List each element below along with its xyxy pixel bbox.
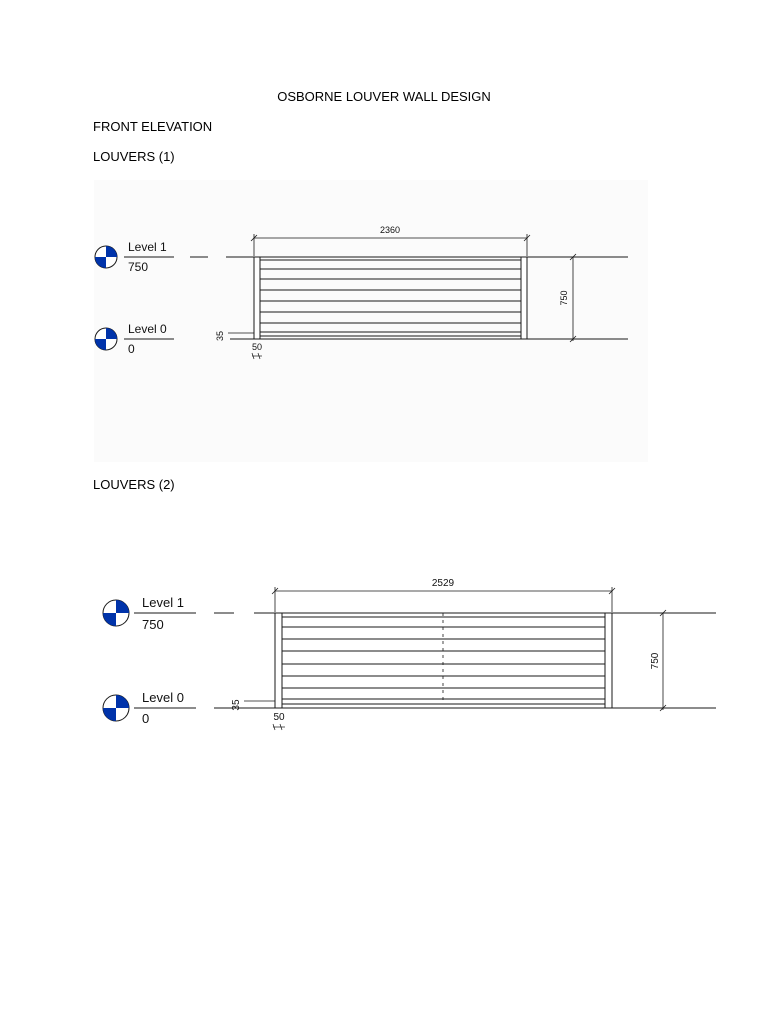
level-1-name: Level 1 [128,240,167,254]
width-dimension-label: 2529 [431,578,455,589]
height-dimension-label: 750 [650,652,661,670]
level-0-marker-icon [103,695,129,721]
level-1-elevation: 750 [128,260,149,274]
base-offset-label: 35 [215,330,225,342]
level-1-elevation: 750 [142,617,164,632]
level-0-name: Level 0 [128,322,167,336]
width-dimension [272,587,615,612]
left-post [275,613,282,708]
level-0-elevation: 0 [128,342,135,356]
level-1-marker-icon [95,246,117,268]
level-1-name: Level 1 [142,595,184,610]
post-width-label: 50 [273,712,285,723]
height-dimension-label: 750 [559,290,569,306]
louver-panel [275,613,612,708]
level-0-marker-icon [95,328,117,350]
right-post [605,613,612,708]
right-post [521,257,527,339]
level-0-elevation: 0 [142,711,150,726]
width-dimension-label: 2360 [379,225,401,235]
level-0-name: Level 0 [142,690,184,705]
louvers-1-elevation [0,180,768,465]
drawing-heading-1: LOUVERS (1) [93,149,175,164]
post-width-label: 50 [251,342,263,352]
base-offset-label: 35 [231,699,242,711]
document-title: OSBORNE LOUVER WALL DESIGN [277,89,491,104]
drawing-background [94,180,648,462]
drawing-heading-2: LOUVERS (2) [93,477,175,492]
section-heading: FRONT ELEVATION [93,119,213,134]
level-1-marker-icon [103,600,129,626]
left-post [254,257,260,339]
louvers-2-elevation [0,568,768,738]
